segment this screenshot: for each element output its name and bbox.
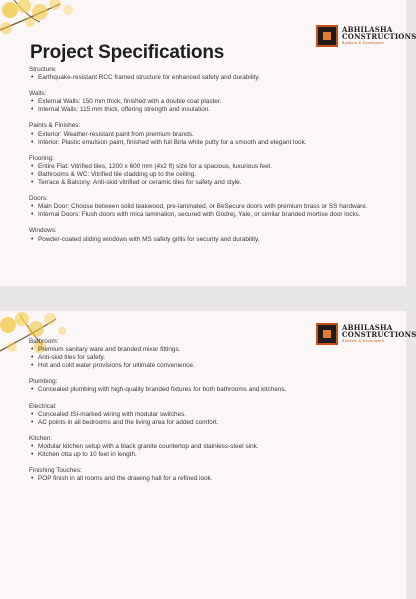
list-item: • External Walls: 150 mm thick, finished with a double coat plaster. [38, 98, 378, 106]
logo-tagline: Builders & Developers [342, 339, 384, 344]
logo-tagline: Builders & Developers [342, 41, 384, 46]
document-page-2 [0, 311, 416, 599]
list-item: • AC points in all bedrooms and the living area for added comfort. [38, 419, 378, 427]
logo-mark-icon [316, 25, 338, 47]
document-page-1 [0, 0, 416, 286]
section-heading: Flooring: [29, 154, 54, 162]
section-heading: Doors: [29, 195, 48, 203]
logo-name-line1: ABHILASHA [342, 25, 393, 35]
specifications-list [29, 338, 378, 491]
list-item: • Anti-skid tiles for safety. [38, 354, 378, 362]
list-item: • Interior: Plastic emulsion paint, finished with full Birla white putty for a smooth and elegant look. [38, 139, 378, 147]
section-structure [29, 66, 378, 82]
section-paints-finishes [29, 122, 378, 146]
section-heading: Finishing Touches: [29, 467, 82, 475]
list-item: • Entire Flat: Vitrified tiles, 1200 x 600 mm (4x2 ft) size for a spacious, luxurious feel. [38, 163, 378, 171]
list-item: • Internal Doors: Flush doors with mica lamination, secured with Godrej, Yale, or similar branded mortise door locks. [38, 211, 378, 219]
section-heading: Paints & Finishes: [29, 122, 81, 130]
section-electrical [29, 403, 378, 427]
list-item: • Kitchen otta up to 10 feet in length. [38, 451, 378, 459]
section-heading: Plumbing: [29, 378, 58, 386]
section-walls [29, 90, 378, 114]
company-logo [316, 22, 416, 50]
section-finishing-touches [29, 467, 378, 483]
list-item: • Bathrooms & WC: Vitrified tile cladding up to the ceiling. [38, 171, 378, 179]
section-flooring [29, 155, 378, 187]
section-heading: Windows: [29, 227, 57, 235]
section-doors [29, 195, 378, 219]
list-item: • Modular kitchen setup with a black granite countertop and stainless-steel sink. [38, 443, 378, 451]
page-title: Project Specifications [30, 42, 225, 63]
section-heading: Electrical: [29, 402, 57, 410]
section-heading: Kitchen: [29, 434, 53, 442]
section-kitchen [29, 435, 378, 459]
section-plumbing [29, 378, 378, 394]
list-item: • Concealed plumbing with high-quality branded fixtures for both bathrooms and kitchens. [38, 386, 378, 394]
logo-name-line1: ABHILASHA [342, 323, 393, 333]
page-separator [0, 286, 406, 311]
list-item: • Powder-coated sliding windows with MS safety grills for security and durability. [38, 236, 378, 244]
section-heading: Walls: [29, 90, 47, 98]
section-windows [29, 227, 378, 243]
section-heading: Structure: [29, 66, 57, 73]
logo-name-line2: CONSTRUCTIONS [342, 32, 416, 42]
list-item: • Premium sanitary ware and branded mixer fittings. [38, 346, 378, 354]
list-item: • Earthquake-resistant RCC framed structure for enhanced safety and durability. [38, 74, 378, 82]
list-item: • Hot and cold water provisions for ultimate convenience. [38, 362, 378, 370]
list-item: • Terrace & Balcony: Anti-skid vitrified or ceramic tiles for safety and style. [38, 179, 378, 187]
logo-name-line2: CONSTRUCTIONS [342, 330, 416, 340]
specifications-list [29, 66, 378, 252]
list-item: • Main Door: Choose between solid teakwood, pre-laminated, or BeSecure doors with premium brass or SS hardware. [38, 203, 378, 211]
section-bathroom [29, 338, 378, 370]
list-item: • Concealed ISI-marked wiring with modular switches. [38, 411, 378, 419]
list-item: • POP finish in all rooms and the drawing hall for a refined look. [38, 475, 378, 483]
list-item: • Exterior: Weather-resistant paint from premium brands. [38, 131, 378, 139]
section-heading: Bathroom: [29, 338, 59, 345]
list-item: • Internal Walls: 115 mm thick, offering strength and insulation. [38, 106, 378, 114]
